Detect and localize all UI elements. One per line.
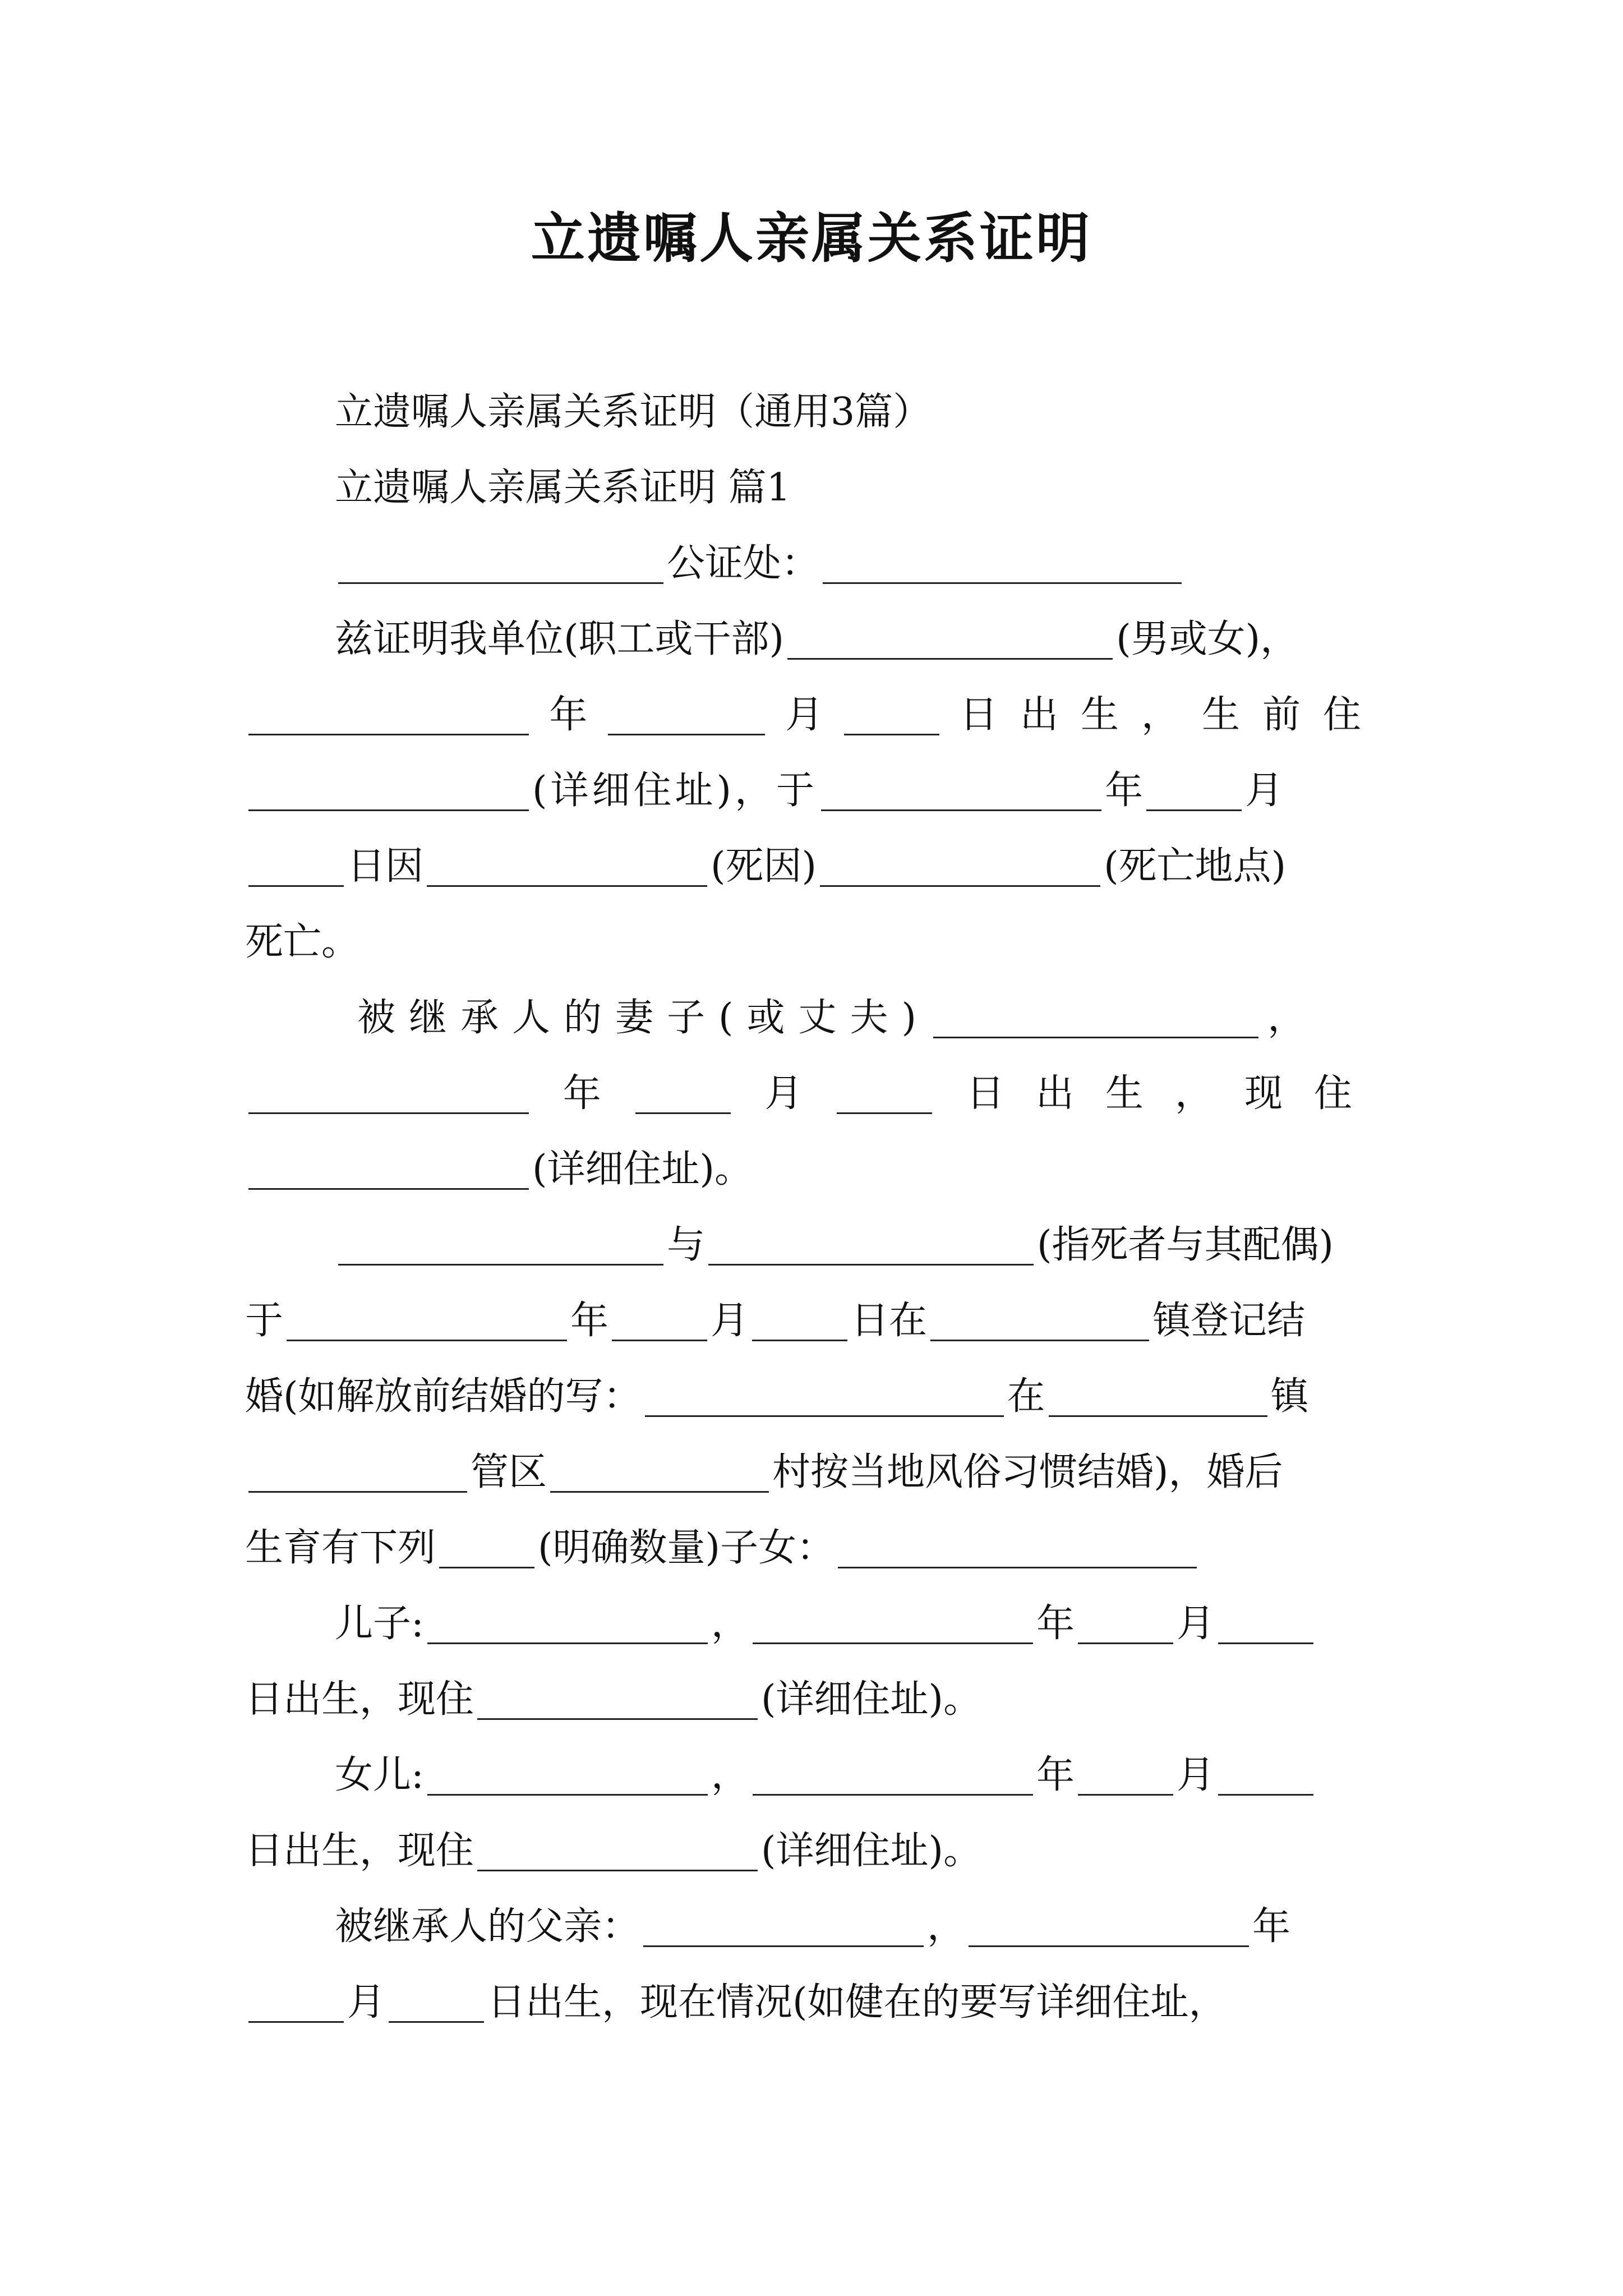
text-segment: 于 (245, 1299, 284, 1343)
text-segment: 镇登记结 (1152, 1299, 1306, 1343)
birth-month-blank[interactable] (608, 729, 765, 735)
text-segment: ， (711, 1602, 749, 1646)
party-one-blank[interactable] (338, 1259, 663, 1266)
daughter-name-blank[interactable] (427, 1789, 708, 1796)
text-segment: 月 (764, 1071, 803, 1116)
text-segment: 儿子: (335, 1602, 424, 1646)
marriage-parties-line (245, 1217, 1384, 1273)
text-segment: 月 (711, 1299, 749, 1343)
text-segment: 日出生，现在情况(如健在的要写详细住址， (487, 1980, 1227, 2024)
text-segment: ， (711, 1753, 749, 1797)
village-blank[interactable] (550, 1487, 769, 1493)
text-segment: 年 (549, 693, 588, 737)
text-segment: 生育有下列 (245, 1526, 436, 1570)
text-segment: (详细住址)。 (761, 1829, 982, 1873)
text-segment: 镇 (1270, 1374, 1309, 1419)
pre-liberation-town-blank[interactable] (1049, 1411, 1267, 1417)
father-birth-year-blank[interactable] (969, 1941, 1249, 1947)
text-segment: 日出生，现住 (245, 1829, 474, 1873)
marriage-town-blank[interactable] (930, 1335, 1149, 1341)
children-count-blank[interactable] (439, 1562, 534, 1568)
daughter-address-line (245, 1823, 1384, 1879)
text-segment: 日出生，现住 (966, 1071, 1384, 1116)
district-blank[interactable] (248, 1487, 467, 1493)
text-segment: 女儿: (335, 1753, 424, 1797)
marriage-date-line (245, 1293, 1384, 1349)
text-segment: 月 (785, 693, 824, 737)
son-birth-month-blank[interactable] (1078, 1638, 1173, 1644)
daughter-birth-year-blank[interactable] (753, 1789, 1033, 1796)
death-cause-blank[interactable] (427, 881, 707, 887)
text-segment: 管区 (471, 1450, 547, 1494)
text-segment: (详细住址)。 (761, 1677, 982, 1722)
subtitle-text: 立遗嘱人亲属关系证明（通用3篇） (335, 390, 932, 434)
daughter-line (245, 1747, 1384, 1803)
daughter-birth-day-blank[interactable] (1218, 1789, 1313, 1796)
birth-day-blank[interactable] (844, 729, 939, 735)
son-address-blank[interactable] (477, 1714, 758, 1720)
section-heading-text: 立遗嘱人亲属关系证明 篇1 (335, 466, 791, 510)
son-birth-year-blank[interactable] (753, 1638, 1033, 1644)
text-segment: 日出生，生前住 (959, 693, 1384, 737)
marriage-day-blank[interactable] (752, 1335, 847, 1341)
death-month-blank[interactable] (1146, 805, 1242, 811)
death-place-blank[interactable] (820, 881, 1100, 887)
text-segment: 婚(如解放前结婚的写： (245, 1374, 642, 1419)
birth-date-line (245, 687, 1384, 743)
document-title: 立遗嘱人亲属关系证明 (531, 206, 1092, 270)
notary-recipient-blank[interactable] (823, 578, 1182, 584)
text-segment: (指死者与其配偶) (1037, 1223, 1334, 1267)
notary-label: 公证处： (667, 541, 820, 586)
text-segment: 日因 (347, 844, 424, 889)
spouse-address-blank[interactable] (248, 1184, 529, 1190)
spouse-line (245, 990, 1384, 1046)
text-segment: 年 (562, 1071, 601, 1116)
text-segment: 月 (1245, 769, 1284, 813)
subtitle-line (245, 384, 1384, 440)
text-segment: (明确数量)子女： (538, 1526, 835, 1570)
father-name-blank[interactable] (643, 1941, 924, 1947)
text-segment: (死亡地点) (1104, 844, 1287, 889)
section-heading-line (245, 460, 1384, 516)
custom-marriage-line (245, 1444, 1384, 1501)
marriage-month-blank[interactable] (612, 1335, 707, 1341)
text-segment: 日出生，现住 (245, 1677, 474, 1722)
text-segment: 被继承人的父亲： (335, 1904, 640, 1949)
spouse-birth-month-blank[interactable] (635, 1108, 731, 1114)
spouse-birth-year-blank[interactable] (248, 1108, 529, 1114)
deceased-name-blank[interactable] (787, 654, 1113, 660)
text-segment: 日在 (851, 1299, 928, 1343)
text-segment: 月 (1176, 1753, 1215, 1797)
pre-liberation-date-blank[interactable] (645, 1411, 1004, 1417)
text-segment: 与 (667, 1223, 706, 1267)
children-names-blank[interactable] (838, 1562, 1197, 1568)
son-birth-day-blank[interactable] (1218, 1638, 1313, 1644)
text-segment: 村按当地风俗习惯结婚)，婚后 (772, 1450, 1283, 1494)
pre-liberation-line (245, 1369, 1384, 1425)
certify-line (245, 611, 1384, 668)
text-segment: 年 (1036, 1753, 1075, 1797)
text-segment: 月 (347, 1980, 386, 2024)
deceased-address-blank[interactable] (248, 805, 529, 811)
text-segment: 兹证明我单位(职工或干部) (335, 617, 785, 661)
son-line (245, 1596, 1384, 1652)
text-segment: 年 (1252, 1904, 1291, 1949)
death-day-blank[interactable] (248, 881, 344, 887)
children-count-line (245, 1520, 1384, 1576)
notary-line (245, 536, 1384, 592)
father-birth-month-blank[interactable] (248, 2017, 344, 2023)
text-segment: 年 (1036, 1602, 1075, 1646)
text-segment: (详细住址)。 (532, 1147, 753, 1191)
text-segment: (男或女)， (1116, 617, 1299, 661)
son-name-blank[interactable] (427, 1638, 708, 1644)
text-segment: ， (927, 1904, 966, 1949)
daughter-birth-month-blank[interactable] (1078, 1789, 1173, 1796)
address-line (245, 763, 1384, 819)
text-segment: 月 (1176, 1602, 1215, 1646)
son-address-line (245, 1672, 1384, 1728)
birth-year-blank[interactable] (248, 729, 529, 735)
marriage-year-blank[interactable] (287, 1335, 567, 1341)
death-cause-line (245, 839, 1384, 895)
death-year-blank[interactable] (821, 805, 1101, 811)
spouse-birth-day-blank[interactable] (837, 1108, 932, 1114)
father-birth-day-blank[interactable] (389, 2017, 484, 2023)
text-segment: 死亡。 (245, 920, 360, 964)
spouse-name-blank[interactable] (933, 1032, 1258, 1038)
text-segment: ， (1267, 996, 1306, 1040)
text-segment: 年 (570, 1299, 609, 1343)
father-status-line (245, 1975, 1384, 2031)
text-segment: (详细住址)，于 (532, 769, 818, 813)
text-segment: 年 (1105, 769, 1144, 813)
text-segment: 被继承人的妻子(或丈夫) (357, 996, 930, 1040)
spouse-birth-line (245, 1066, 1384, 1122)
text-segment: (死因) (711, 844, 817, 889)
father-line (245, 1899, 1384, 1955)
party-two-blank[interactable] (708, 1259, 1034, 1266)
daughter-address-blank[interactable] (477, 1865, 758, 1871)
text-segment: 在 (1007, 1374, 1045, 1419)
notary-name-blank[interactable] (338, 578, 663, 584)
death-end-line (245, 914, 1384, 970)
spouse-address-line (245, 1142, 1384, 1198)
